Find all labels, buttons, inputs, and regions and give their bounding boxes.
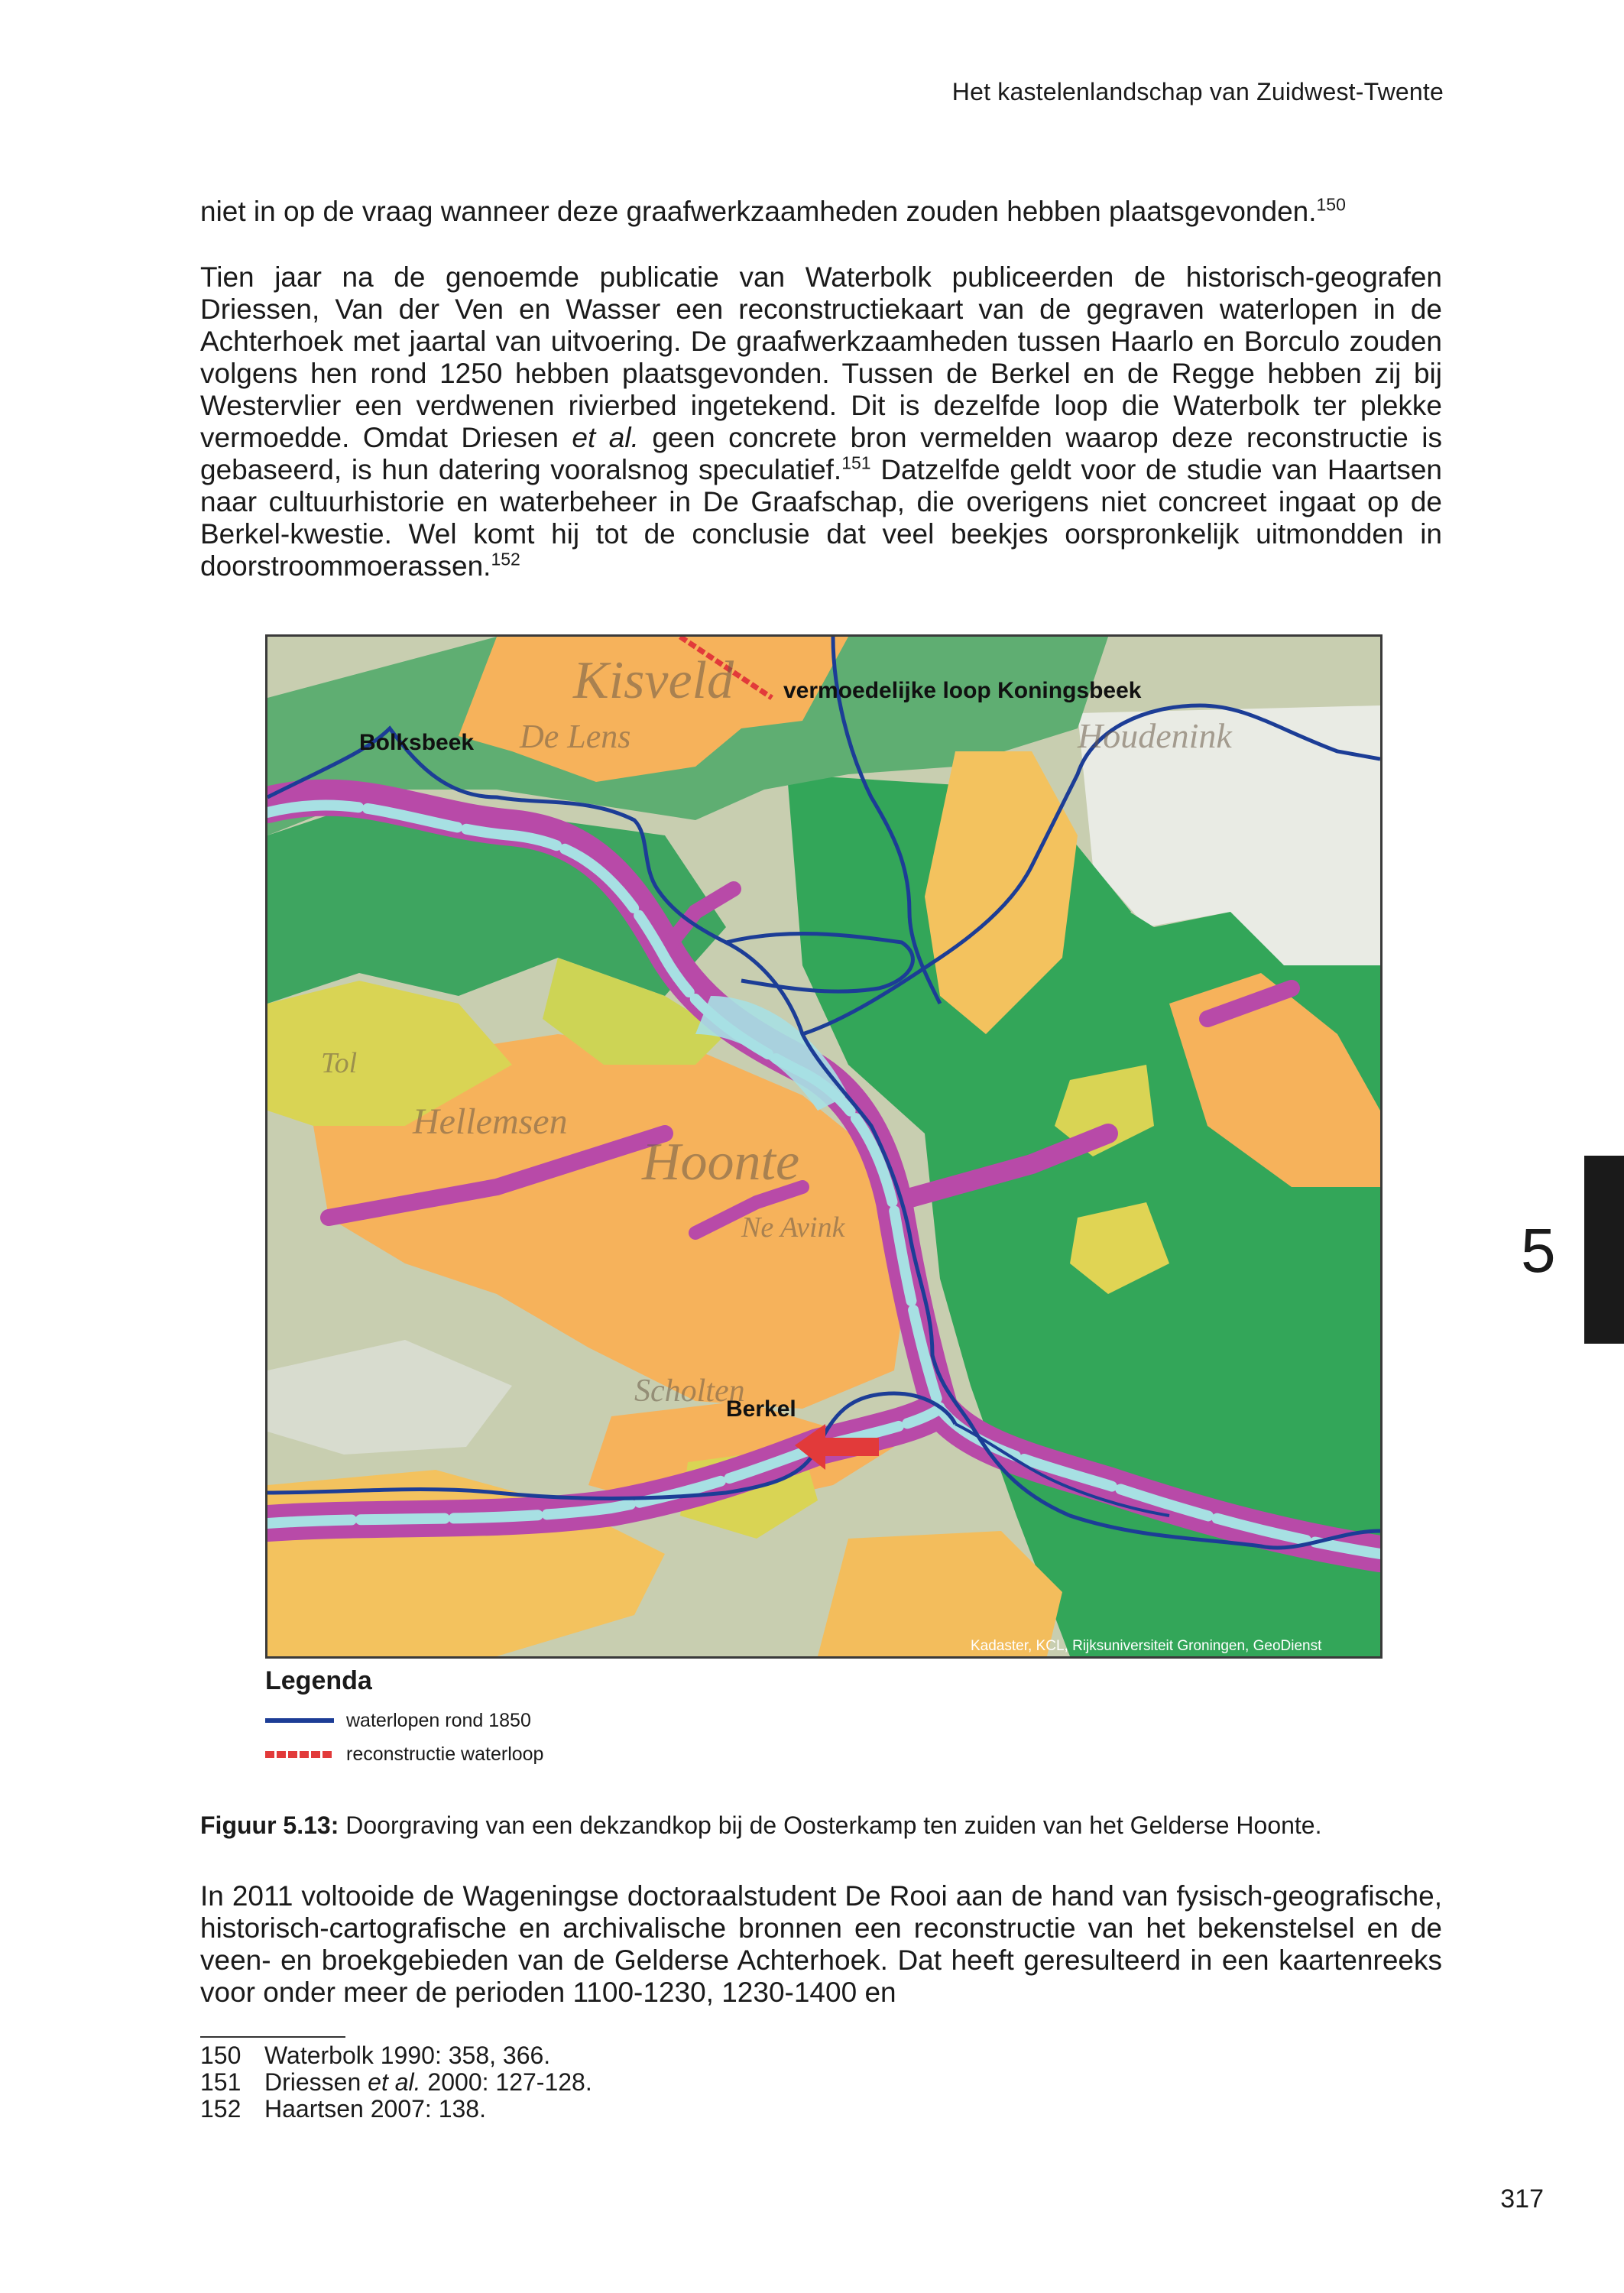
map-label-berkel: Berkel xyxy=(726,1396,796,1422)
map-old-hellemsen: Hellemsen xyxy=(413,1101,568,1142)
running-header: Het kastelenlandschap van Zuidwest-Twente xyxy=(951,78,1444,105)
paragraph-2-text-b: geen concrete bron vermelden waarop deze reconstructie is gebaseerd, is hun datering vooralsnog speculatief. xyxy=(200,422,1442,485)
footnote-number: 151 xyxy=(200,2068,241,2096)
footnote-text: Haartsen 2007: 138. xyxy=(264,2095,486,2123)
map-old-tol: Tol xyxy=(321,1047,358,1079)
paragraph-2-text-c: Datzelfde geldt voor de studie van Haartsen naar cultuurhistorie en waterbeheer in De Graafschap, die overigens niet concreet ingaat op de Berkel-kwestie. Wel komt hij tot de conclusie dat veel beekjes oorspronkelijk uitmondden in doorstroommoerassen. xyxy=(200,454,1443,582)
map-old-kisveld: Kisveld xyxy=(573,651,734,710)
page-number: 317 xyxy=(1500,2184,1544,2214)
map-credit: Kadaster, KCL, Rijksuniversiteit Groningen, GeoDienst xyxy=(971,1638,1322,1654)
footnote-divider xyxy=(200,2036,345,2038)
footnote-150 xyxy=(200,2042,592,2069)
caption-label: Figuur 5.13: xyxy=(200,1811,339,1839)
legend-label-reconstructie: reconstructie waterloop xyxy=(346,1743,544,1765)
legend-swatch-red-dashed xyxy=(265,1751,334,1758)
footnote-ref-150[interactable]: 150 xyxy=(1316,194,1346,215)
legend-swatch-blue-line xyxy=(265,1718,334,1723)
map-figure xyxy=(265,634,1383,1659)
legend-title: Legenda xyxy=(265,1666,372,1695)
caption-text: Doorgraving van een dekzandkop bij de Oosterkamp ten zuiden van het Gelderse Hoonte. xyxy=(339,1811,1322,1839)
paragraph-2 xyxy=(200,261,1442,582)
paragraph-1 xyxy=(200,196,1442,228)
map-old-de-lens: De Lens xyxy=(520,718,631,755)
footnote-number: 152 xyxy=(200,2095,241,2123)
chapter-number: 5 xyxy=(1521,1216,1556,1286)
map-old-ne-avink: Ne Avink xyxy=(741,1211,845,1244)
map-legend xyxy=(265,1666,800,1789)
map-old-scholten: Scholten xyxy=(634,1374,745,1409)
map-label-koningsbeek: vermoedelijke loop Koningsbeek xyxy=(783,678,1142,703)
map-label-bolksbeek: Bolksbeek xyxy=(359,730,475,755)
legend-item-reconstructie xyxy=(265,1743,543,1766)
figure-caption xyxy=(200,1811,1321,1840)
footnote-ref-152[interactable]: 152 xyxy=(491,549,520,569)
paragraph-3: In 2011 voltooide de Wageningse doctoraalstudent De Rooi aan de hand van fysisch-geografische, historisch-cartografische en archivalische bronnen een reconstructie van het bekenstelsel en de veen- en broekgebieden van de Gelderse Achterhoek. Dat heeft geresulteerd in een kaartenreeks voor onder meer de perioden 1100-1230, 1230-1400 en xyxy=(200,1880,1442,2008)
paragraph-2-text-a: Tien jaar na de genoemde publicatie van Waterbolk publiceerden de historisch-geografen Driessen, Van der Ven en Wasser een reconstructiekaart van de gegraven waterlopen in de Achterhoek met jaartal van uitvoering. De graafwerkzaamheden tussen Haarlo en Borculo zouden volgens hen rond 1250 hebben plaatsgevonden. Tussen de Berkel en de Regge hebben zij bij Westervlier een verdwenen rivierbed ingetekend. Dit is dezelfde loop die Waterbolk ter plekke vermoedde. Omdat Driesen xyxy=(200,261,1442,453)
footnote-152 xyxy=(200,2096,592,2123)
map-svg xyxy=(267,637,1380,1656)
footnote-text: Waterbolk 1990: 358, 366. xyxy=(264,2042,551,2069)
map-old-hoonte: Hoonte xyxy=(642,1133,800,1192)
legend-item-waterlopen xyxy=(265,1709,531,1732)
paragraph-2-em: et al. xyxy=(572,422,639,453)
legend-label-waterlopen: waterlopen rond 1850 xyxy=(346,1709,531,1731)
footnote-number: 150 xyxy=(200,2042,241,2069)
chapter-tab xyxy=(1584,1156,1624,1344)
map-old-houdenink: Houdenink xyxy=(1078,716,1232,755)
footnote-text: Driessen et al. 2000: 127-128. xyxy=(264,2068,592,2096)
paragraph-1-text: niet in op de vraag wanneer deze graafwerkzaamheden zouden hebben plaatsgevonden. xyxy=(200,196,1317,227)
footnote-ref-151[interactable]: 151 xyxy=(841,452,871,473)
footnotes xyxy=(200,2042,592,2123)
footnote-151 xyxy=(200,2069,592,2096)
